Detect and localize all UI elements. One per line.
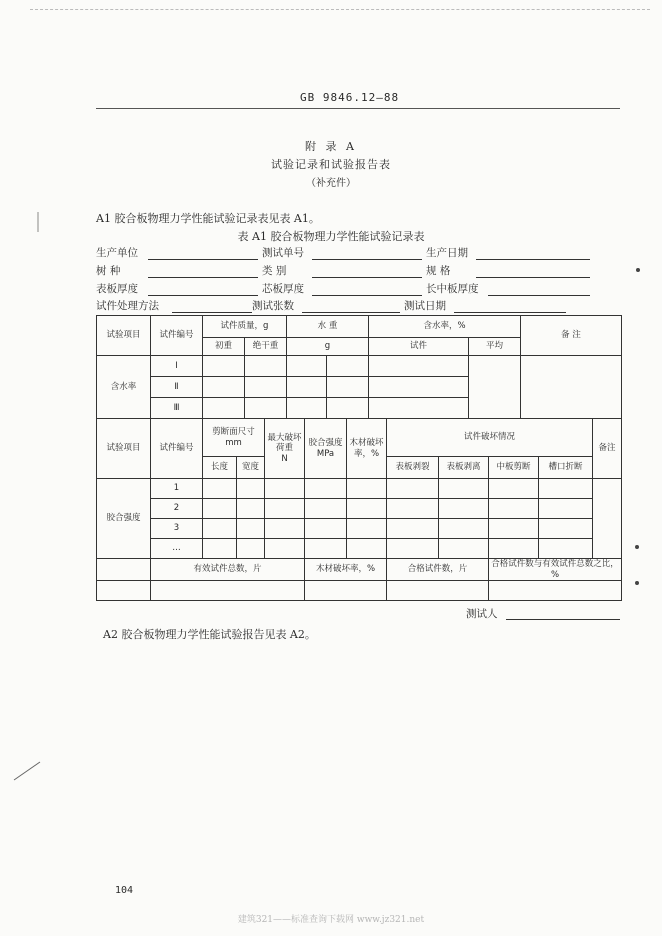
header-max-load-label: 最大破坏荷重 <box>267 432 302 454</box>
field-label-producer: 生产单位 <box>96 247 138 259</box>
header-specimen-no: 试件编号 <box>151 419 203 479</box>
header-specimen-mass: 试件质量，g <box>203 316 287 338</box>
header-max-load-unit: N <box>281 453 288 464</box>
scan-dot <box>635 581 639 585</box>
summary-wood-failure: 木材破坏率，% <box>305 559 387 581</box>
specimen-no-2: 2 <box>151 499 203 519</box>
header-failure-face-split: 表板剥裂 <box>387 457 439 479</box>
paragraph-a2: A2 胶合板物理力学性能试验报告见表 A2。 <box>103 628 316 641</box>
specimen-no-2: Ⅱ <box>151 377 203 398</box>
field-label-face-thickness: 表板厚度 <box>96 283 138 295</box>
summary-pass-ratio: 合格试件数与有效试件总数之比，% <box>489 559 622 581</box>
page-number: 104 <box>115 885 134 896</box>
header-moisture-content: 含水率，% <box>369 316 521 338</box>
summary-valid-count: 有效试件总数，片 <box>151 559 305 581</box>
row-label-bond-strength: 胶合强度 <box>97 479 151 559</box>
header-water-weight: 水 重 <box>287 316 369 338</box>
header-failure-status: 试件破坏情况 <box>387 419 593 457</box>
field-label-test-date: 测试日期 <box>404 300 446 312</box>
header-water-unit: g <box>287 338 369 356</box>
scan-dot <box>636 268 640 272</box>
header-length: 长度 <box>203 457 237 479</box>
field-label-sheet-count: 测试张数 <box>252 300 294 312</box>
field-label-treatment: 试件处理方法 <box>96 300 159 312</box>
field-label-long-core-thickness: 长中板厚度 <box>426 283 479 295</box>
header-shear-size-label: 剪断面尺寸 <box>212 426 255 437</box>
header-average: 平均 <box>469 338 521 356</box>
header-shear-size-unit: mm <box>225 437 242 448</box>
header-bond-strength-unit: MPa <box>316 448 335 459</box>
header-failure-face-peel: 表板剥离 <box>439 457 489 479</box>
appendix-note: （补充件） <box>306 178 356 189</box>
specimen-no-more: … <box>151 539 203 559</box>
field-label-core-thickness: 芯板厚度 <box>262 283 304 295</box>
header-wood-failure: 木材破坏率，% <box>347 419 387 479</box>
header-failure-notch-break: 槽口折断 <box>539 457 593 479</box>
specimen-no-3: Ⅲ <box>151 398 203 419</box>
appendix-title: 附 录 A <box>305 140 357 153</box>
tester-label: 测试人 <box>466 608 498 620</box>
paragraph-a1: A1 胶合板物理力学性能试验记录表见表 A1。 <box>96 212 320 225</box>
header-specimen: 试件 <box>369 338 469 356</box>
specimen-no-3: 3 <box>151 519 203 539</box>
field-label-species: 树 种 <box>96 265 121 277</box>
header-failure-core-shear: 中板剪断 <box>489 457 539 479</box>
field-label-spec: 规 格 <box>426 265 451 277</box>
header-initial-weight: 初重 <box>203 338 245 356</box>
specimen-no-1: Ⅰ <box>151 356 203 377</box>
summary-pass-count: 合格试件数，片 <box>387 559 489 581</box>
watermark: 建筑321——标准查询下载网 www.jz321.net <box>237 915 425 925</box>
appendix-subtitle: 试验记录和试验报告表 <box>271 158 391 171</box>
header-remark: 备 注 <box>521 316 622 356</box>
header-width: 宽度 <box>237 457 265 479</box>
scan-mark <box>14 762 40 780</box>
field-label-production-date: 生产日期 <box>426 247 468 259</box>
scan-dot <box>635 545 639 549</box>
row-label-moisture: 含水率 <box>97 356 151 419</box>
header-test-item: 试验项目 <box>97 316 151 356</box>
standard-number: GB 9846.12—88 <box>300 91 400 104</box>
header-bond-strength-label: 胶合强度 <box>308 437 343 448</box>
header-remark: 备注 <box>593 419 622 479</box>
header-test-item: 试验项目 <box>97 419 151 479</box>
specimen-no-1: 1 <box>151 479 203 499</box>
field-label-category: 类 别 <box>262 265 287 277</box>
header-dry-weight: 绝干重 <box>245 338 287 356</box>
header-specimen-no: 试件编号 <box>151 316 203 356</box>
table-caption: 表 A1 胶合板物理力学性能试验记录表 <box>237 230 425 243</box>
field-label-order-no: 测试单号 <box>262 247 304 259</box>
